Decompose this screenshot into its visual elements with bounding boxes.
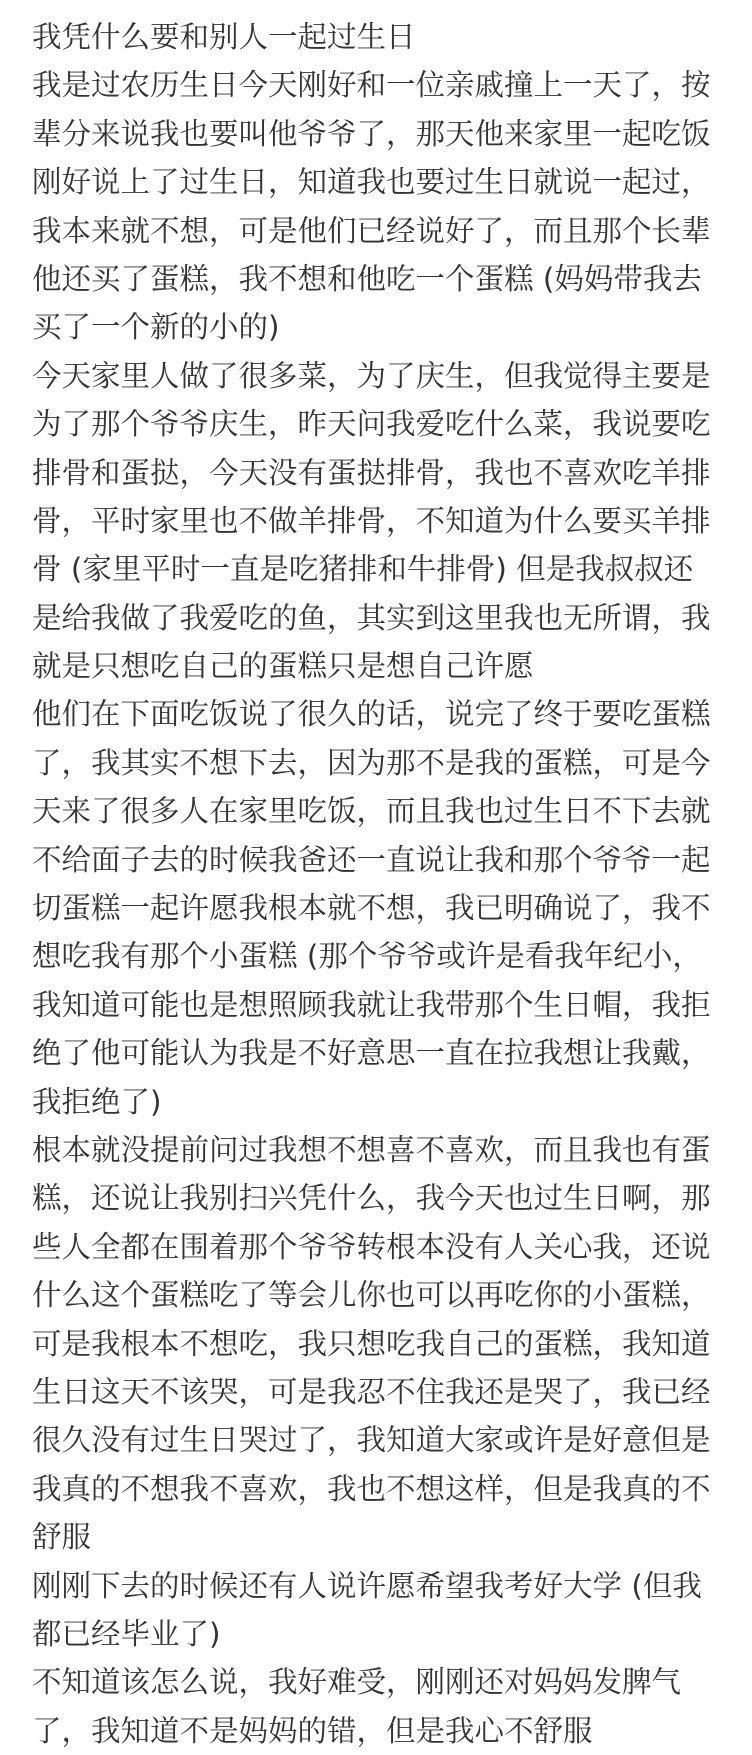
post-title: 我凭什么要和别人一起过生日 xyxy=(32,20,416,54)
paragraphs xyxy=(32,61,732,1755)
text-line: 舒服 xyxy=(32,1520,92,1555)
paragraph xyxy=(32,690,732,1126)
text-line: 切蛋糕一起许愿我根本就不想，我已明确说了，我不 xyxy=(32,891,711,926)
text-line: 刚好说上了过生日，知道我也要过生日就说一起过， xyxy=(32,165,711,200)
paragraph xyxy=(32,1658,732,1755)
text-line: 刚刚下去的时候还有人说许愿希望我考好大学 (但我 xyxy=(32,1568,702,1603)
text-line: 了，我知道不是妈妈的错，但是我心不舒服 xyxy=(32,1713,593,1748)
text-line: 为了那个爷爷庆生，昨天问我爱吃什么菜，我说要吃 xyxy=(32,407,711,442)
text-line: 我知道可能也是想照顾我就让我带那个生日帽，我拒 xyxy=(32,987,711,1022)
text-line: 很久没有过生日哭过了，我知道大家或许是好意但是 xyxy=(32,1423,711,1458)
text-line: 我真的不想我不喜欢，我也不想这样，但是我真的不 xyxy=(32,1471,711,1506)
text-line: 些人全都在围着那个爷爷转根本没有人关心我，还说 xyxy=(32,1229,711,1264)
text-line: 了，我其实不想下去，因为那不是我的蛋糕，可是今 xyxy=(32,745,711,780)
paragraph xyxy=(32,352,732,691)
text-line: 绝了他可能认为我是不好意思一直在拉我想让我戴， xyxy=(32,1036,711,1071)
text-line: 不给面子去的时候我爸还一直说让我和那个爷爷一起 xyxy=(32,842,711,877)
text-line: 可是我根本不想吃，我只想吃我自己的蛋糕，我知道 xyxy=(32,1326,711,1361)
text-line: 排骨和蛋挞，今天没有蛋挞排骨，我也不喜欢吃羊排 xyxy=(32,455,711,490)
text-line: 什么这个蛋糕吃了等会儿你也可以再吃你的小蛋糕， xyxy=(32,1278,711,1313)
text-line: 天来了很多人在家里吃饭，而且我也过生日不下去就 xyxy=(32,794,711,829)
text-line: 买了一个新的小的) xyxy=(32,310,280,345)
text-line: 糕，还说让我别扫兴凭什么，我今天也过生日啊，那 xyxy=(32,1181,711,1216)
text-line: 想吃我有那个小蛋糕 (那个爷爷或许是看我年纪小， xyxy=(32,939,702,974)
text-line: 我拒绝了) xyxy=(32,1084,162,1119)
text-line: 就是只想吃自己的蛋糕只是想自己许愿 xyxy=(32,649,534,684)
post-body xyxy=(32,13,732,1755)
paragraph xyxy=(32,61,732,351)
paragraph xyxy=(32,1126,732,1562)
paragraph xyxy=(32,1562,732,1659)
text-line: 骨，平时家里也不做羊排骨，不知道为什么要买羊排 xyxy=(32,503,711,538)
text-line: 根本就没提前问过我想不想喜不喜欢，而且我也有蛋 xyxy=(32,1132,711,1167)
text-line: 辈分来说我也要叫他爷爷了，那天他来家里一起吃饭 xyxy=(32,116,711,151)
text-line: 是给我做了我爱吃的鱼，其实到这里我也无所谓，我 xyxy=(32,600,711,635)
text-line: 他还买了蛋糕，我不想和他吃一个蛋糕 (妈妈带我去 xyxy=(32,261,702,296)
text-line: 他们在下面吃饭说了很久的话，说完了终于要吃蛋糕 xyxy=(32,697,711,732)
text-line: 生日这天不该哭，可是我忍不住我还是哭了，我已经 xyxy=(32,1374,711,1409)
text-line: 我本来就不想，可是他们已经说好了，而且那个长辈 xyxy=(32,213,711,248)
text-line: 都已经毕业了) xyxy=(32,1616,221,1651)
text-line: 我是过农历生日今天刚好和一位亲戚撞上一天了，按 xyxy=(32,68,711,103)
text-line: 不知道该怎么说，我好难受，刚刚还对妈妈发脾气 xyxy=(32,1665,682,1700)
text-line: 今天家里人做了很多菜，为了庆生，但我觉得主要是 xyxy=(32,358,711,393)
text-line: 骨 (家里平时一直是吃猪排和牛排骨) 但是我叔叔还 xyxy=(32,552,694,587)
